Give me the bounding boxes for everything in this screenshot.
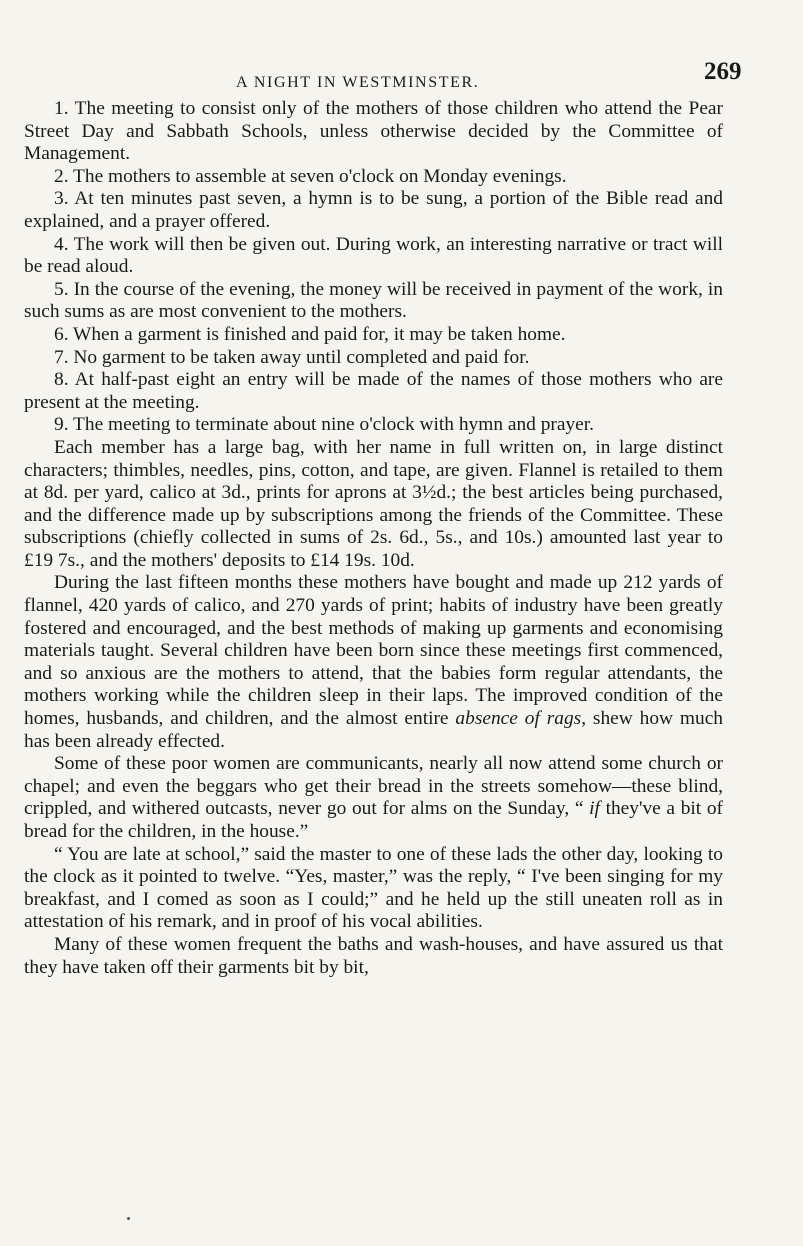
paragraph-progress (24, 572, 723, 753)
paragraph-text: , shew how much has been already effected. (24, 708, 724, 752)
rule-item: 6. When a garment is finished and paid for, it may be taken home. (54, 323, 566, 345)
paragraph-communicants (24, 753, 723, 843)
paragraph-supplies: Each member has a large bag, with her name in full written on, in large distinct characters; thimbles, needles, pins, cotton, and tape, are given. Flannel is retailed to them at 8d. per yard, calico at 3d., prints for aprons at 3½d.; the best articles being purchased, and the difference made up by subscriptions among the friends of the Committee. These subscriptions (chiefly collected in sums of 2s. 6d., 5s., and 10s.) amounted last year to £19 7s., and the mothers' deposits to £14 19s. 10d. (24, 436, 723, 571)
rule-item: 1. The meeting to consist only of the mothers of those children who attend the Pear Street Day and Sabbath Schools, unless otherwise decided by the Committee of Management. (24, 98, 723, 165)
rule-item: 8. At half-past eight an entry will be made of the names of those mothers who are present at the meeting. (24, 369, 723, 413)
paragraph-text: During the last fifteen months these mothers have bought and made up 212 yards of flannel, 420 yards of calico, and 270 yards of print; habits of industry have been greatly fostered and encouraged, and the best methods of making up garments and economising materials taught. Several children have been born since these meetings first commenced, and so anxious are the mothers to attend, that the babies form regular attendants, the mothers working while the children sleep in their laps. The improved condition of the homes, husbands, and children, and the almost entire (24, 572, 723, 730)
rule-item: 3. At ten minutes past seven, a hymn is to be sung, a portion of the Bible read and explained, and a prayer offered. (24, 188, 723, 232)
rule-item: 5. In the course of the evening, the money will be received in payment of the work, in such sums as are most convenient to the mothers. (24, 278, 723, 323)
page-number: 269 (704, 58, 742, 85)
rule-item: 4. The work will then be given out. During work, an interesting narrative or tract will be read aloud. (24, 233, 723, 278)
paragraph-text: they've a bit of bread for the children, in the house.” (24, 798, 723, 842)
running-title: A NIGHT IN WESTMINSTER. (236, 74, 480, 91)
paragraph-late-at-school: “ You are late at school,” said the master to one of these lads the other day, looking to the clock as it pointed to twelve. “Yes, master,” was the reply, “ I've been singing for my breakfast, and I comed as soon as I could;” and he held up the still uneaten roll as in attestation of his remark, and in proof of his vocal abilities. (24, 843, 723, 933)
italic-phrase: if (589, 798, 600, 820)
rule-item: 9. The meeting to terminate about nine o'clock with hymn and prayer. (54, 414, 595, 436)
footer-dot (127, 1217, 130, 1220)
paragraph-baths: Many of these women frequent the baths and wash-houses, and have assured us that they have taken off their garments bit by bit, (24, 933, 723, 978)
body-text (24, 98, 723, 979)
rule-item: 2. The mothers to assemble at seven o'clock on Monday evenings. (54, 165, 567, 187)
rule-item: 7. No garment to be taken away until completed and paid for. (54, 346, 530, 368)
paragraph-text: Some of these poor women are communicants, nearly all now attend some church or chapel; and even the beggars who get their bread in the streets somehow—these blind, crippled, and withered outcasts, never go out for alms on the Sunday, “ (24, 753, 723, 820)
italic-phrase: absence of rags (455, 708, 582, 730)
page-header (24, 58, 763, 98)
